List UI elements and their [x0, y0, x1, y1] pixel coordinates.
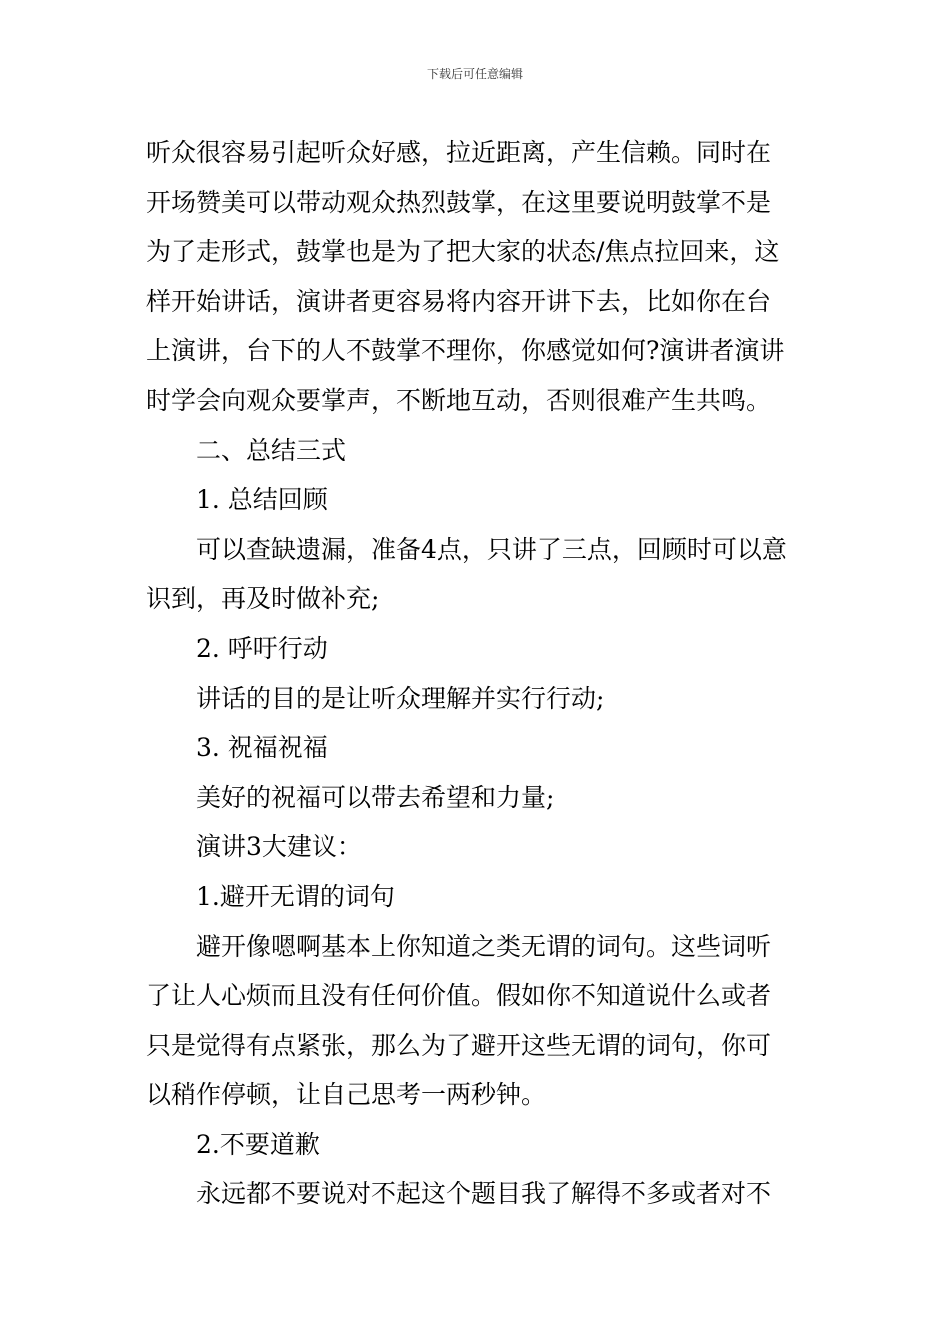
- text-line: 可以查缺遗漏，准备4点，只讲了三点，回顾时可以意: [196, 534, 787, 564]
- subheading: 2. 呼吁行动: [196, 633, 328, 663]
- text-line: 只是觉得有点紧张，那么为了避开这些无谓的词句，你可: [146, 1030, 772, 1060]
- text-line: 讲话的目的是让听众理解并实行行动;: [196, 683, 605, 713]
- text-line: 听众很容易引起听众好感，拉近距离，产生信赖。同时在: [146, 138, 772, 167]
- text-line: 美好的祝福可以带去希望和力量;: [196, 782, 555, 812]
- text-line: 样开始讲话，演讲者更容易将内容开讲下去，比如你在台: [146, 286, 772, 316]
- subheading: 3. 祝福祝福: [196, 733, 328, 763]
- page-header-note: 下载后可任意编辑: [426, 67, 523, 81]
- text-line: 上演讲，台下的人不鼓掌不理你，你感觉如何?演讲者演讲: [146, 336, 785, 366]
- document-body: [146, 128, 806, 1219]
- subheading: 2.不要道歉: [196, 1129, 320, 1159]
- section-heading: 演讲3大建议：: [196, 832, 362, 862]
- text-line: 了让人心烦而且没有任何价值。假如你不知道说什么或者: [146, 981, 772, 1011]
- text-line: 为了走形式，鼓掌也是为了把大家的状态/焦点拉回来，这: [146, 237, 780, 267]
- text-line: 永远都不要说对不起这个题目我了解得不多或者对不: [196, 1179, 772, 1209]
- text-line: 避开像嗯啊基本上你知道之类无谓的词句。这些词听: [196, 931, 772, 961]
- text-line: 时学会向观众要掌声，不断地互动，否则很难产生共鸣。: [146, 385, 772, 415]
- subheading: 1.避开无谓的词句: [196, 881, 395, 911]
- section-heading: 二、总结三式: [196, 435, 347, 465]
- text-line: 识到，再及时做补充;: [146, 584, 380, 614]
- text-line: 开场赞美可以带动观众热烈鼓掌，在这里要说明鼓掌不是: [146, 187, 772, 217]
- text-line: 以稍作停顿，让自己思考一两秒钟。: [146, 1080, 547, 1110]
- subheading: 1. 总结回顾: [196, 485, 328, 515]
